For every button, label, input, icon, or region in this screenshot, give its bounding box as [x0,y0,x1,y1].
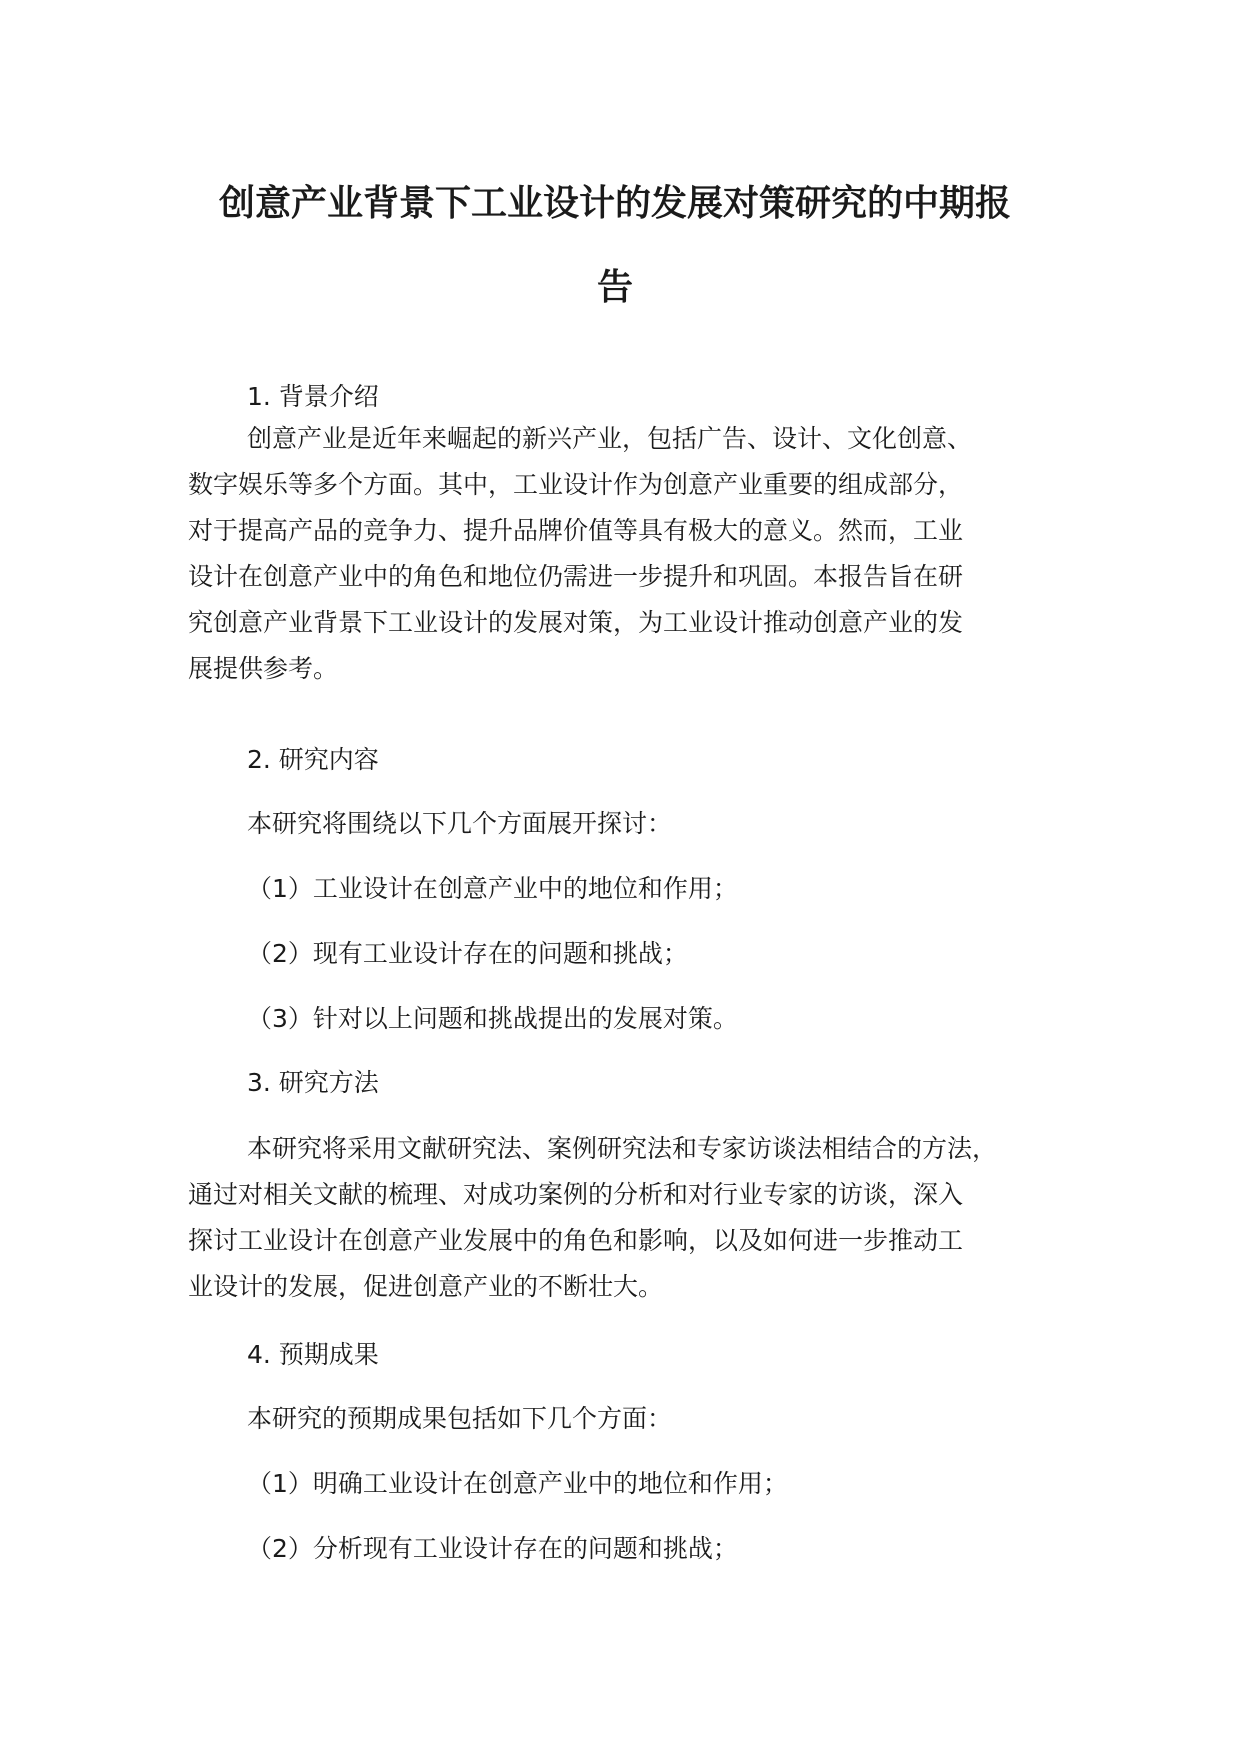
section-4-item-2: （2）分析现有工业设计存在的问题和挑战； [247,1534,738,1563]
document-title-line-1: 创意产业背景下工业设计的发展对策研究的中期报 [218,183,1011,224]
paragraph-line: 对于提高产品的竞争力、提升品牌价值等具有极大的意义。然而，工业 [188,516,964,545]
paragraph-line: 业设计的发展，促进创意产业的不断壮大。 [188,1272,664,1301]
section-4-intro: 本研究的预期成果包括如下几个方面： [247,1404,673,1433]
paragraph-line: 通过对相关文献的梳理、对成功案例的分析和对行业专家的访谈，深入 [188,1180,964,1209]
paragraph-line: 展提供参考。 [188,654,339,683]
section-2-intro: 本研究将围绕以下几个方面展开探讨： [247,809,673,838]
paragraph-line: 设计在创意产业中的角色和地位仍需进一步提升和巩固。本报告旨在研 [188,562,964,591]
paragraph-line: 数字娱乐等多个方面。其中，工业设计作为创意产业重要的组成部分， [188,470,964,499]
section-2-heading: 2. 研究内容 [247,745,379,774]
section-3-paragraph [188,1126,1088,1310]
paragraph-line: 究创意产业背景下工业设计的发展对策，为工业设计推动创意产业的发 [188,608,964,637]
section-4-item-1: （1）明确工业设计在创意产业中的地位和作用； [247,1469,788,1498]
document-title-line-2: 告 [596,267,633,308]
paragraph-line: 本研究将采用文献研究法、案例研究法和专家访谈法相结合的方法， [247,1134,998,1163]
section-1-heading: 1. 背景介绍 [247,382,379,411]
section-2-item-3: （3）针对以上问题和挑战提出的发展对策。 [247,1004,738,1033]
section-2-item-2: （2）现有工业设计存在的问题和挑战； [247,939,688,968]
paragraph-line: 创意产业是近年来崛起的新兴产业，包括广告、设计、文化创意、 [247,424,973,453]
section-4-heading: 4. 预期成果 [247,1340,379,1369]
paragraph-line: 探讨工业设计在创意产业发展中的角色和影响，以及如何进一步推动工 [188,1226,964,1255]
section-1-paragraph [188,416,1088,692]
section-2-item-1: （1）工业设计在创意产业中的地位和作用； [247,874,738,903]
section-3-heading: 3. 研究方法 [247,1068,379,1097]
